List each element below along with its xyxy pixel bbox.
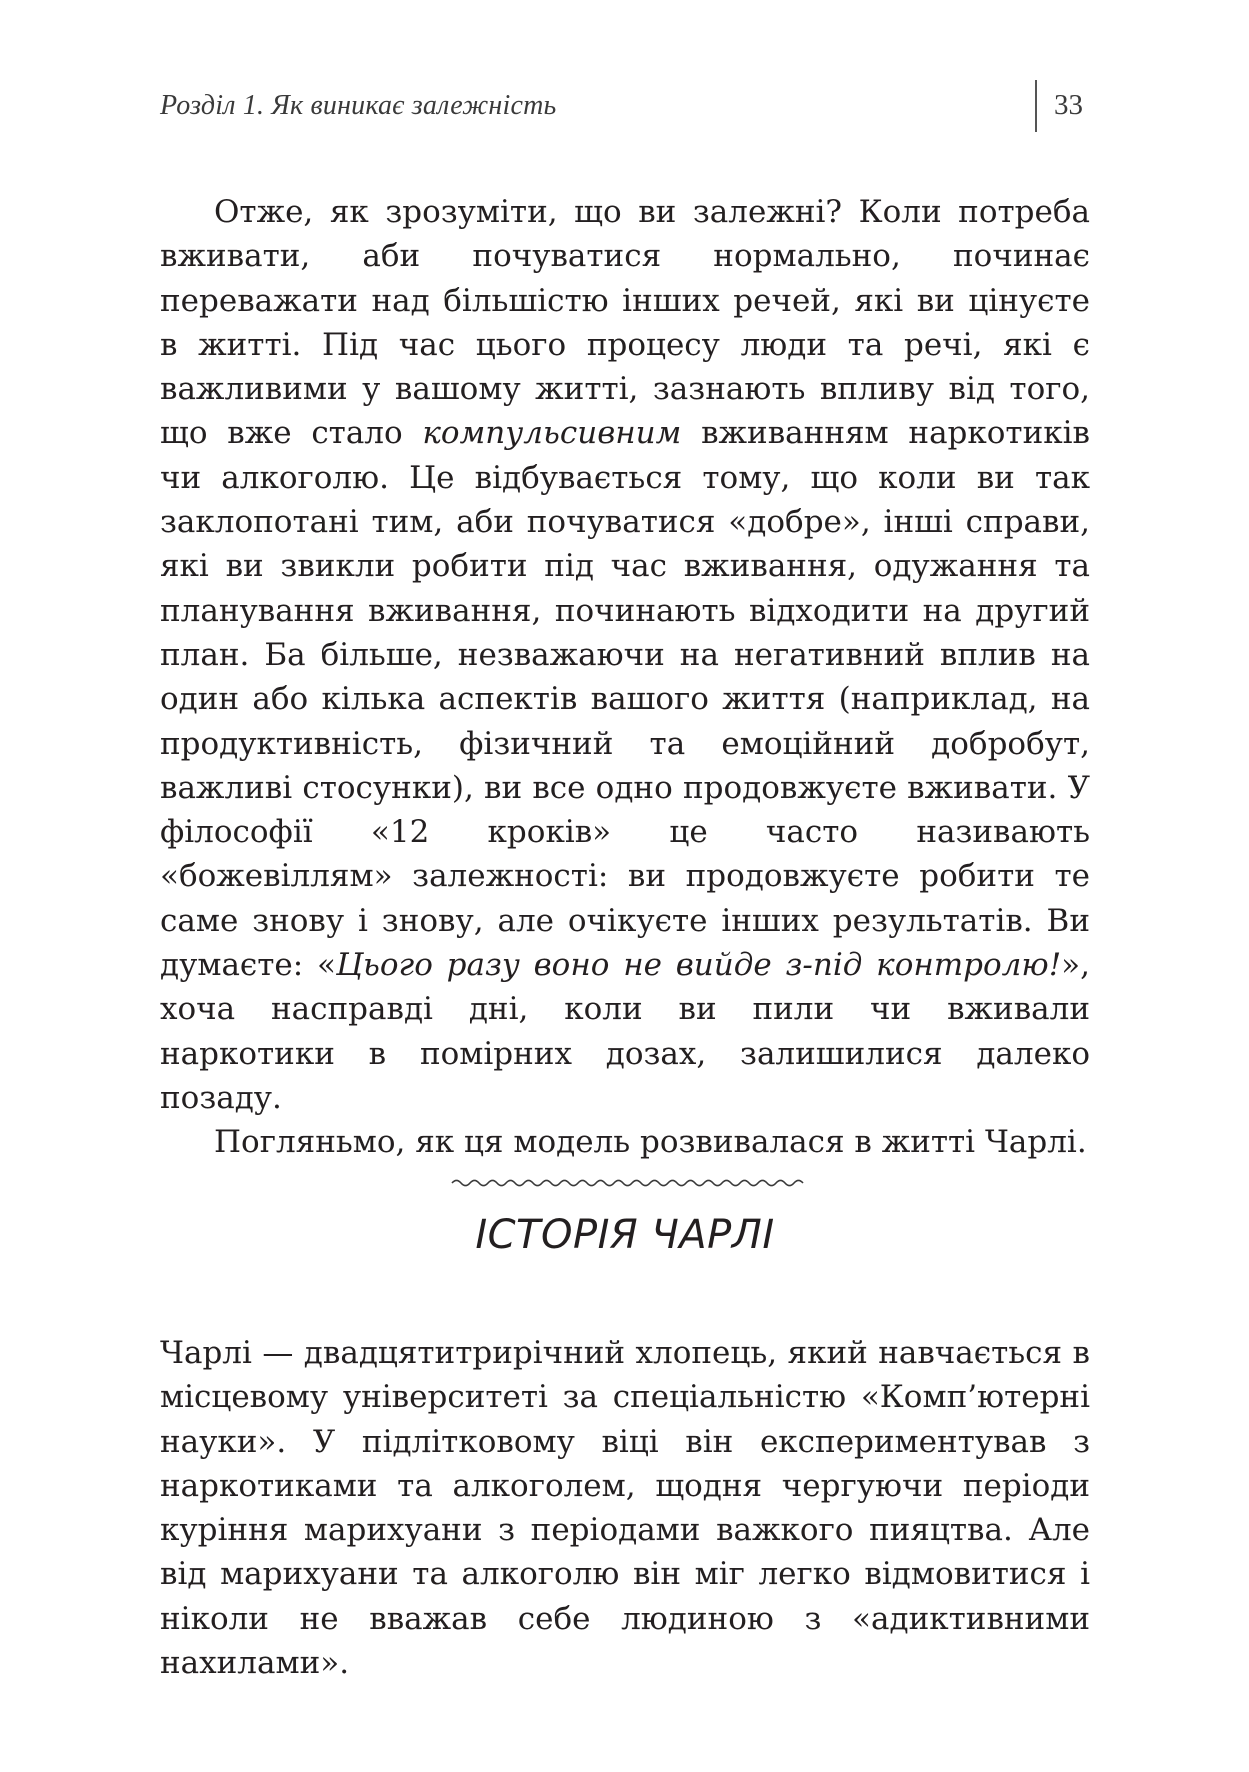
main-text	[160, 190, 1090, 1165]
paragraph-transition: Погляньмо, як ця модель розвивалася в житті Чарлі.	[214, 1124, 1087, 1161]
running-head	[160, 80, 1090, 132]
paragraph-text: », хоча насправді дні, коли ви пили чи вживали наркотики в помірних дозах, залишилися далеко позаду.	[160, 947, 1090, 1116]
italic-quote: Цього разу воно не вийде з-під контролю!	[335, 947, 1062, 984]
paragraph-charlie-story: Чарлі — двадцятитрирічний хлопець, який навчається в місцевому університеті за спеціальністю «Комп’ютерні науки». У підлітковому віці він експериментував з наркотиками та алкоголем, щодня чергуючи періоди куріння марихуани з періодами важкого пияцтва. Але від марихуани та алкоголю він міг легко відмовитися і ніколи не вважав себе людиною з «адиктивними нахилами».	[160, 1335, 1090, 1682]
paragraph-dependence	[160, 190, 1090, 1120]
paragraph-text: вживанням наркотиків чи алкоголю. Це відбувається тому, що коли ви так заклопотані тим, аби почуватися «добре», інші справи, які ви звикли робити під час вживання, одужання та планування вживання, починають відходити на другий план. Ба більше, незважаючи на негативний вплив на один або кілька аспектів вашого життя (наприклад, на продуктивність, фізичний та емоційний добробут, важливі стосунки), ви все одно продовжуєте вживати. У філософії «12 кроків» це часто називають «божевіллям» залежності: ви продовжуєте робити те саме знову і знову, але очікуєте інших результатів. Ви думаєте: «	[160, 415, 1090, 984]
section-title: ІСТОРІЯ ЧАРЛІ	[475, 1212, 775, 1258]
page-number: 33	[1054, 89, 1083, 121]
paragraph-text: Отже, як зрозуміти, що ви залежні? Коли потреба вживати, аби почуватися нормально, починає переважати над більшістю інших речей, які ви цінуєте в житті. Під час цього процесу люди та речі, які є важливими у вашому житті, зазнають впливу від того, що вже стало	[160, 194, 1090, 452]
wavy-line-ornament-icon	[450, 1174, 806, 1192]
italic-term: компульсивним	[422, 415, 682, 452]
chapter-title: Розділ 1. Як виникає залежність	[160, 90, 557, 121]
header-divider	[1035, 80, 1037, 132]
story-text	[160, 1331, 1090, 1685]
